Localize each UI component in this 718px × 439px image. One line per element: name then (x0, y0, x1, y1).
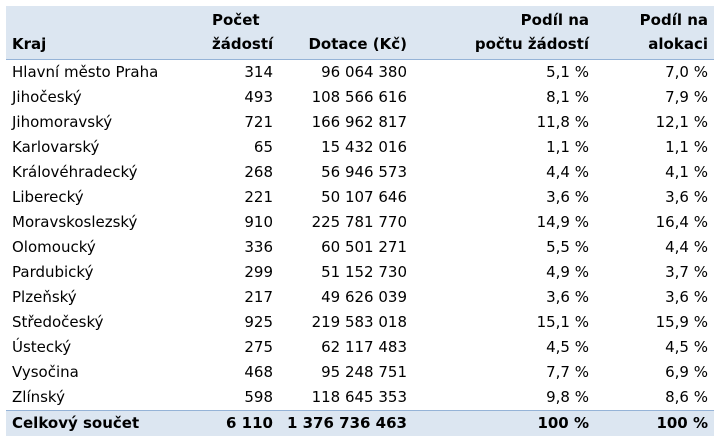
table-row (6, 210, 714, 235)
cell-dotace: 118 645 353 (311, 388, 407, 406)
table-row (6, 285, 714, 310)
cell-podil-pocet: 9,8 % (546, 388, 589, 406)
cell-podil-alokace: 3,7 % (665, 263, 708, 281)
table-row (6, 360, 714, 385)
cell-pocet: 910 (244, 213, 273, 231)
total-pocet: 6 110 (206, 411, 279, 437)
cell-kraj: Královéhradecký (12, 163, 138, 181)
header-pocet (206, 6, 279, 60)
total-podil-pocet: 100 % (413, 411, 595, 437)
table-header (6, 6, 714, 60)
table-row (6, 260, 714, 285)
header-dotace (279, 6, 413, 60)
cell-dotace: 49 626 039 (321, 288, 407, 306)
cell-kraj: Ústecký (12, 338, 72, 356)
cell-pocet: 299 (244, 263, 273, 281)
cell-kraj: Jihomoravský (12, 113, 113, 131)
cell-dotace: 219 583 018 (311, 313, 407, 331)
cell-podil-pocet: 5,1 % (546, 63, 589, 81)
cell-podil-alokace: 7,9 % (665, 88, 708, 106)
cell-podil-alokace: 8,6 % (665, 388, 708, 406)
header-podil-pocet-line2: počtu žádostí (474, 35, 589, 53)
cell-kraj: Jihočeský (12, 88, 82, 106)
total-row (6, 411, 714, 437)
cell-dotace: 108 566 616 (311, 88, 407, 106)
cell-podil-pocet: 4,5 % (546, 338, 589, 356)
cell-dotace: 50 107 646 (321, 188, 407, 206)
cell-pocet: 493 (244, 88, 273, 106)
cell-kraj: Moravskoslezský (12, 213, 138, 231)
header-row (6, 6, 714, 60)
header-pocet-line2: žádostí (212, 35, 274, 53)
cell-dotace: 56 946 573 (321, 163, 407, 181)
cell-pocet: 721 (244, 113, 273, 131)
cell-dotace: 15 432 016 (321, 138, 407, 156)
cell-dotace: 62 117 483 (321, 338, 407, 356)
total-podil-alokace: 100 % (595, 411, 714, 437)
table-row (6, 135, 714, 160)
cell-pocet: 336 (244, 238, 273, 256)
cell-podil-pocet: 5,5 % (546, 238, 589, 256)
cell-pocet: 221 (244, 188, 273, 206)
cell-podil-pocet: 14,9 % (536, 213, 589, 231)
header-kraj-label: Kraj (12, 35, 47, 53)
cell-pocet: 268 (244, 163, 273, 181)
cell-podil-pocet: 11,8 % (536, 113, 589, 131)
cell-podil-pocet: 3,6 % (546, 288, 589, 306)
cell-pocet: 314 (244, 63, 273, 81)
cell-kraj: Plzeňský (12, 288, 77, 306)
cell-podil-alokace: 1,1 % (665, 138, 708, 156)
cell-kraj: Liberecký (12, 188, 84, 206)
cell-kraj: Hlavní město Praha (12, 63, 159, 81)
cell-podil-alokace: 6,9 % (665, 363, 708, 381)
cell-podil-pocet: 15,1 % (536, 313, 589, 331)
header-kraj (6, 6, 206, 60)
table-row (6, 385, 714, 411)
cell-dotace: 95 248 751 (321, 363, 407, 381)
table-body (6, 60, 714, 411)
cell-podil-alokace: 4,5 % (665, 338, 708, 356)
cell-podil-pocet: 8,1 % (546, 88, 589, 106)
cell-podil-pocet: 4,9 % (546, 263, 589, 281)
cell-kraj: Pardubický (12, 263, 94, 281)
cell-podil-pocet: 3,6 % (546, 188, 589, 206)
cell-pocet: 925 (244, 313, 273, 331)
table-row (6, 85, 714, 110)
cell-dotace: 225 781 770 (311, 213, 407, 231)
cell-kraj: Zlínský (12, 388, 65, 406)
table-footer (6, 411, 714, 437)
table-row (6, 60, 714, 86)
cell-podil-pocet: 1,1 % (546, 138, 589, 156)
cell-podil-alokace: 3,6 % (665, 288, 708, 306)
table-row (6, 185, 714, 210)
cell-pocet: 217 (244, 288, 273, 306)
cell-kraj: Karlovarský (12, 138, 100, 156)
total-dotace: 1 376 736 463 (279, 411, 413, 437)
cell-podil-pocet: 4,4 % (546, 163, 589, 181)
cell-pocet: 275 (244, 338, 273, 356)
cell-podil-pocet: 7,7 % (546, 363, 589, 381)
cell-podil-alokace: 4,1 % (665, 163, 708, 181)
cell-podil-alokace: 7,0 % (665, 63, 708, 81)
cell-pocet: 598 (244, 388, 273, 406)
table-row (6, 235, 714, 260)
header-pocet-line1: Počet (212, 11, 260, 29)
table-row (6, 310, 714, 335)
header-podil-pocet-line1: Podíl na (520, 11, 589, 29)
cell-podil-alokace: 3,6 % (665, 188, 708, 206)
cell-dotace: 96 064 380 (321, 63, 407, 81)
header-podil-alokace-line2: alokaci (648, 35, 708, 53)
cell-kraj: Středočeský (12, 313, 104, 331)
cell-kraj: Olomoucký (12, 238, 96, 256)
cell-pocet: 65 (253, 138, 273, 156)
cell-podil-alokace: 4,4 % (665, 238, 708, 256)
header-dotace-label: Dotace (Kč) (308, 35, 407, 53)
header-podil-pocet (413, 6, 595, 60)
cell-pocet: 468 (244, 363, 273, 381)
cell-dotace: 166 962 817 (311, 113, 407, 131)
cell-podil-alokace: 12,1 % (655, 113, 708, 131)
regional-grants-table (6, 6, 714, 436)
table-row (6, 110, 714, 135)
table-row (6, 160, 714, 185)
cell-dotace: 60 501 271 (321, 238, 407, 256)
header-podil-alokace-line1: Podíl na (639, 11, 708, 29)
cell-podil-alokace: 16,4 % (655, 213, 708, 231)
cell-podil-alokace: 15,9 % (655, 313, 708, 331)
cell-dotace: 51 152 730 (321, 263, 407, 281)
header-podil-alokace (595, 6, 714, 60)
total-kraj: Celkový součet (6, 411, 206, 437)
regional-grants-table-container (6, 6, 714, 436)
table-row (6, 335, 714, 360)
cell-kraj: Vysočina (12, 363, 79, 381)
